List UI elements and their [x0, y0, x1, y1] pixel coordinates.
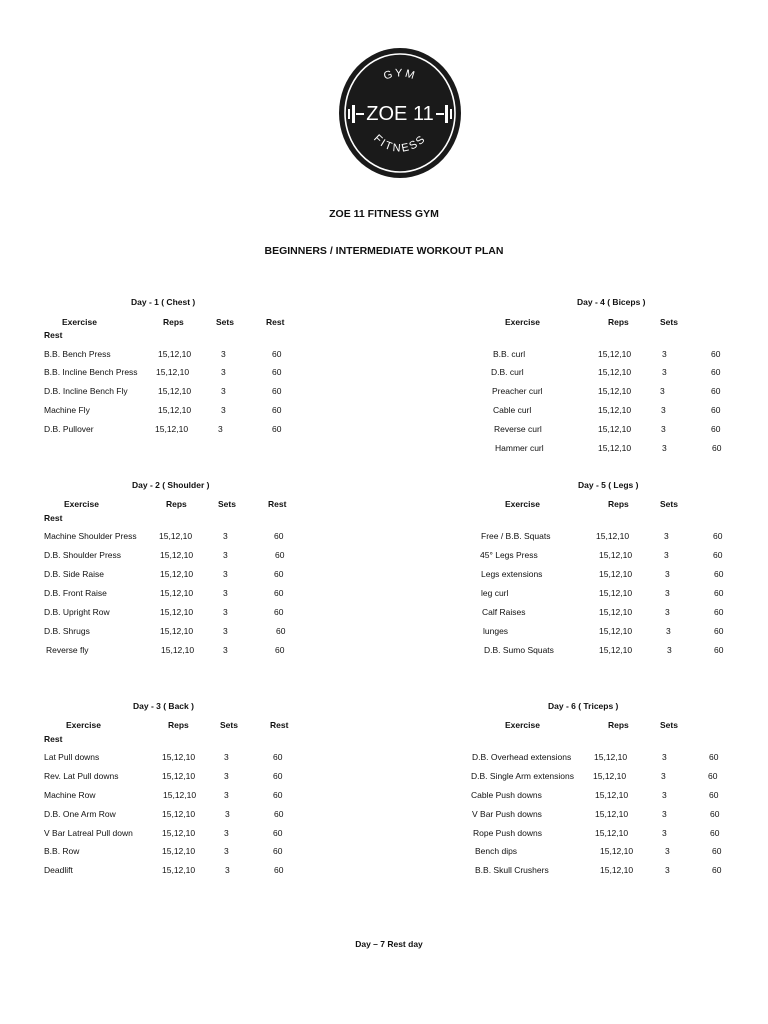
sets-cell: 3: [221, 349, 226, 359]
sets-cell: 3: [225, 809, 230, 819]
header-exercise: Exercise: [505, 499, 540, 509]
rest-cell: 60: [711, 386, 721, 396]
reps-cell: 15,12,10: [160, 588, 194, 598]
gym-title: ZOE 11 FITNESS GYM: [329, 208, 439, 220]
sets-cell: 3: [661, 405, 666, 415]
sets-cell: 3: [661, 771, 666, 781]
rest-cell: 60: [274, 809, 284, 819]
header-reps: Reps: [608, 499, 629, 509]
sets-cell: 3: [223, 588, 228, 598]
exercise-cell: lunges: [483, 626, 509, 636]
rest-cell: 60: [272, 405, 282, 415]
reps-cell: 15,12,10: [600, 865, 634, 875]
exercise-cell: Lat Pull downs: [44, 752, 100, 762]
reps-cell: 15,12,10: [594, 752, 628, 762]
sets-cell: 3: [660, 386, 665, 396]
rest-cell: 60: [711, 367, 721, 377]
sets-cell: 3: [662, 367, 667, 377]
header-sets: Sets: [218, 499, 236, 509]
exercise-cell: Bench dips: [475, 846, 518, 856]
sets-cell: 3: [664, 531, 669, 541]
exercise-cell: Machine Fly: [44, 405, 90, 415]
exercise-cell: D.B. Shrugs: [44, 626, 90, 636]
header-rest-wrapped: Rest: [44, 513, 63, 523]
exercise-cell: D.B. One Arm Row: [44, 809, 116, 819]
sets-cell: 3: [667, 645, 672, 655]
sets-cell: 3: [224, 828, 229, 838]
header-sets: Sets: [220, 720, 238, 730]
rest-cell: 60: [272, 386, 282, 396]
exercise-cell: Cable curl: [493, 405, 532, 415]
sets-cell: 3: [662, 443, 667, 453]
sets-cell: 3: [223, 550, 228, 560]
reps-cell: 15,12,10: [162, 846, 196, 856]
exercise-cell: D.B. Side Raise: [44, 569, 104, 579]
header-sets: Sets: [216, 317, 234, 327]
exercise-cell: D.B. Incline Bench Fly: [44, 386, 128, 396]
logo-top-text: GYM: [382, 67, 418, 83]
sets-cell: 3: [662, 828, 667, 838]
reps-cell: 15,12,10: [158, 405, 192, 415]
rest-cell: 60: [710, 828, 720, 838]
exercise-cell: leg curl: [481, 588, 509, 598]
header-reps: Reps: [608, 720, 629, 730]
exercise-cell: Rope Push downs: [473, 828, 542, 838]
header-reps: Reps: [163, 317, 184, 327]
header-rest: Rest: [266, 317, 285, 327]
reps-cell: 15,12,10: [163, 790, 197, 800]
rest-cell: 60: [272, 367, 282, 377]
header-reps: Reps: [168, 720, 189, 730]
exercise-cell: Rev. Lat Pull downs: [44, 771, 119, 781]
sets-cell: 3: [221, 367, 226, 377]
reps-cell: 15,12,10: [160, 626, 194, 636]
sets-cell: 3: [662, 790, 667, 800]
rest-cell: 60: [708, 771, 718, 781]
reps-cell: 15,12,10: [160, 550, 194, 560]
rest-cell: 60: [712, 443, 722, 453]
reps-cell: 15,12,10: [593, 771, 627, 781]
reps-cell: 15,12,10: [156, 367, 190, 377]
header-rest-wrapped: Rest: [44, 330, 63, 340]
reps-cell: 15,12,10: [160, 569, 194, 579]
day-title: Day - 4 ( Biceps ): [577, 297, 646, 307]
rest-cell: 60: [714, 588, 724, 598]
exercise-cell: Calf Raises: [482, 607, 526, 617]
rest-day-label: Day – 7 Rest day: [355, 939, 423, 949]
sets-cell: 3: [223, 569, 228, 579]
header-exercise: Exercise: [66, 720, 101, 730]
logo-badge-icon: [338, 47, 462, 179]
reps-cell: 15,12,10: [598, 386, 632, 396]
header-reps: Reps: [608, 317, 629, 327]
exercise-cell: Machine Shoulder Press: [44, 531, 137, 541]
exercise-cell: V Bar Push downs: [472, 809, 542, 819]
day-title: Day - 1 ( Chest ): [131, 297, 196, 307]
logo-bottom-text: FITNESS: [371, 132, 429, 155]
header-rest-wrapped: Rest: [44, 734, 63, 744]
reps-cell: 15,12,10: [598, 349, 632, 359]
exercise-cell: B.B. Row: [44, 846, 80, 856]
exercise-cell: Legs extensions: [481, 569, 543, 579]
rest-cell: 60: [714, 569, 724, 579]
rest-cell: 60: [273, 790, 283, 800]
reps-cell: 15,12,10: [158, 386, 192, 396]
day-title: Day - 2 ( Shoulder ): [132, 480, 210, 490]
sets-cell: 3: [225, 865, 230, 875]
sets-cell: 3: [224, 790, 229, 800]
sets-cell: 3: [223, 626, 228, 636]
day-title: Day - 5 ( Legs ): [578, 480, 639, 490]
rest-cell: 60: [709, 752, 719, 762]
rest-cell: 60: [711, 349, 721, 359]
reps-cell: 15,12,10: [162, 771, 196, 781]
exercise-cell: Deadlift: [44, 865, 73, 875]
exercise-cell: D.B. Front Raise: [44, 588, 107, 598]
header-exercise: Exercise: [62, 317, 97, 327]
header-exercise: Exercise: [505, 317, 540, 327]
header-sets: Sets: [660, 720, 678, 730]
rest-cell: 60: [272, 424, 282, 434]
sets-cell: 3: [224, 846, 229, 856]
header-sets: Sets: [660, 317, 678, 327]
reps-cell: 15,12,10: [598, 443, 632, 453]
rest-cell: 60: [273, 828, 283, 838]
exercise-cell: D.B. Upright Row: [44, 607, 110, 617]
rest-cell: 60: [272, 349, 282, 359]
reps-cell: 15,12,10: [162, 828, 196, 838]
sets-cell: 3: [224, 752, 229, 762]
reps-cell: 15,12,10: [598, 405, 632, 415]
rest-cell: 60: [274, 607, 284, 617]
sets-cell: 3: [664, 550, 669, 560]
header-rest: Rest: [268, 499, 287, 509]
rest-cell: 60: [713, 531, 723, 541]
reps-cell: 15,12,10: [162, 865, 196, 875]
reps-cell: 15,12,10: [162, 809, 196, 819]
rest-cell: 60: [273, 846, 283, 856]
exercise-cell: D.B. Sumo Squats: [484, 645, 554, 655]
reps-cell: 15,12,10: [595, 809, 629, 819]
reps-cell: 15,12,10: [160, 607, 194, 617]
reps-cell: 15,12,10: [595, 790, 629, 800]
day-title: Day - 6 ( Triceps ): [548, 701, 619, 711]
exercise-cell: Machine Row: [44, 790, 96, 800]
sets-cell: 3: [223, 645, 228, 655]
rest-cell: 60: [273, 752, 283, 762]
exercise-cell: B.B. Incline Bench Press: [44, 367, 138, 377]
rest-cell: 60: [714, 626, 724, 636]
reps-cell: 15,12,10: [599, 569, 633, 579]
exercise-cell: D.B. Pullover: [44, 424, 94, 434]
exercise-cell: Reverse curl: [494, 424, 542, 434]
header-sets: Sets: [660, 499, 678, 509]
sets-cell: 3: [665, 865, 670, 875]
reps-cell: 15,12,10: [598, 367, 632, 377]
rest-cell: 60: [276, 626, 286, 636]
exercise-cell: Cable Push downs: [471, 790, 542, 800]
sets-cell: 3: [662, 752, 667, 762]
exercise-cell: D.B. Overhead extensions: [472, 752, 572, 762]
sets-cell: 3: [662, 349, 667, 359]
plan-subtitle: BEGINNERS / INTERMEDIATE WORKOUT PLAN: [264, 245, 504, 257]
rest-cell: 60: [712, 865, 722, 875]
reps-cell: 15,12,10: [600, 846, 634, 856]
header-reps: Reps: [166, 499, 187, 509]
rest-cell: 60: [714, 645, 724, 655]
rest-cell: 60: [710, 809, 720, 819]
reps-cell: 15,12,10: [598, 424, 632, 434]
sets-cell: 3: [221, 405, 226, 415]
sets-cell: 3: [665, 607, 670, 617]
reps-cell: 15,12,10: [599, 607, 633, 617]
sets-cell: 3: [665, 569, 670, 579]
rest-cell: 60: [275, 550, 285, 560]
reps-cell: 15,12,10: [159, 531, 193, 541]
sets-cell: 3: [224, 771, 229, 781]
sets-cell: 3: [666, 626, 671, 636]
rest-cell: 60: [714, 607, 724, 617]
reps-cell: 15,12,10: [599, 626, 633, 636]
reps-cell: 15,12,10: [599, 645, 633, 655]
gym-logo: [338, 47, 462, 179]
rest-cell: 60: [711, 424, 721, 434]
rest-cell: 60: [712, 846, 722, 856]
reps-cell: 15,12,10: [599, 588, 633, 598]
sets-cell: 3: [223, 607, 228, 617]
header-exercise: Exercise: [505, 720, 540, 730]
header-exercise: Exercise: [64, 499, 99, 509]
reps-cell: 15,12,10: [162, 752, 196, 762]
exercise-cell: B.B. Skull Crushers: [475, 865, 549, 875]
rest-cell: 60: [273, 771, 283, 781]
header-rest: Rest: [270, 720, 289, 730]
logo-center-text: ZOE 11: [366, 103, 434, 125]
reps-cell: 15,12,10: [599, 550, 633, 560]
reps-cell: 15,12,10: [158, 349, 192, 359]
reps-cell: 15,12,10: [596, 531, 630, 541]
rest-cell: 60: [274, 569, 284, 579]
rest-cell: 60: [274, 531, 284, 541]
day-title: Day - 3 ( Back ): [133, 701, 194, 711]
exercise-cell: Free / B.B. Squats: [481, 531, 551, 541]
exercise-cell: Hammer curl: [495, 443, 544, 453]
exercise-cell: B.B. Bench Press: [44, 349, 111, 359]
rest-cell: 60: [709, 790, 719, 800]
exercise-cell: V Bar Latreal Pull down: [44, 828, 133, 838]
sets-cell: 3: [223, 531, 228, 541]
exercise-cell: D.B. Single Arm extensions: [471, 771, 574, 781]
sets-cell: 3: [665, 588, 670, 598]
sets-cell: 3: [662, 809, 667, 819]
exercise-cell: B.B. curl: [493, 349, 526, 359]
rest-cell: 60: [274, 588, 284, 598]
reps-cell: 15,12,10: [161, 645, 195, 655]
sets-cell: 3: [665, 846, 670, 856]
exercise-cell: D.B. curl: [491, 367, 524, 377]
reps-cell: 15,12,10: [155, 424, 189, 434]
exercise-cell: Reverse fly: [46, 645, 89, 655]
reps-cell: 15,12,10: [595, 828, 629, 838]
exercise-cell: 45° Legs Press: [480, 550, 538, 560]
rest-cell: 60: [275, 645, 285, 655]
sets-cell: 3: [221, 386, 226, 396]
exercise-cell: D.B. Shoulder Press: [44, 550, 122, 560]
rest-cell: 60: [713, 550, 723, 560]
exercise-cell: Preacher curl: [492, 386, 543, 396]
sets-cell: 3: [661, 424, 666, 434]
rest-cell: 60: [711, 405, 721, 415]
sets-cell: 3: [218, 424, 223, 434]
rest-cell: 60: [274, 865, 284, 875]
